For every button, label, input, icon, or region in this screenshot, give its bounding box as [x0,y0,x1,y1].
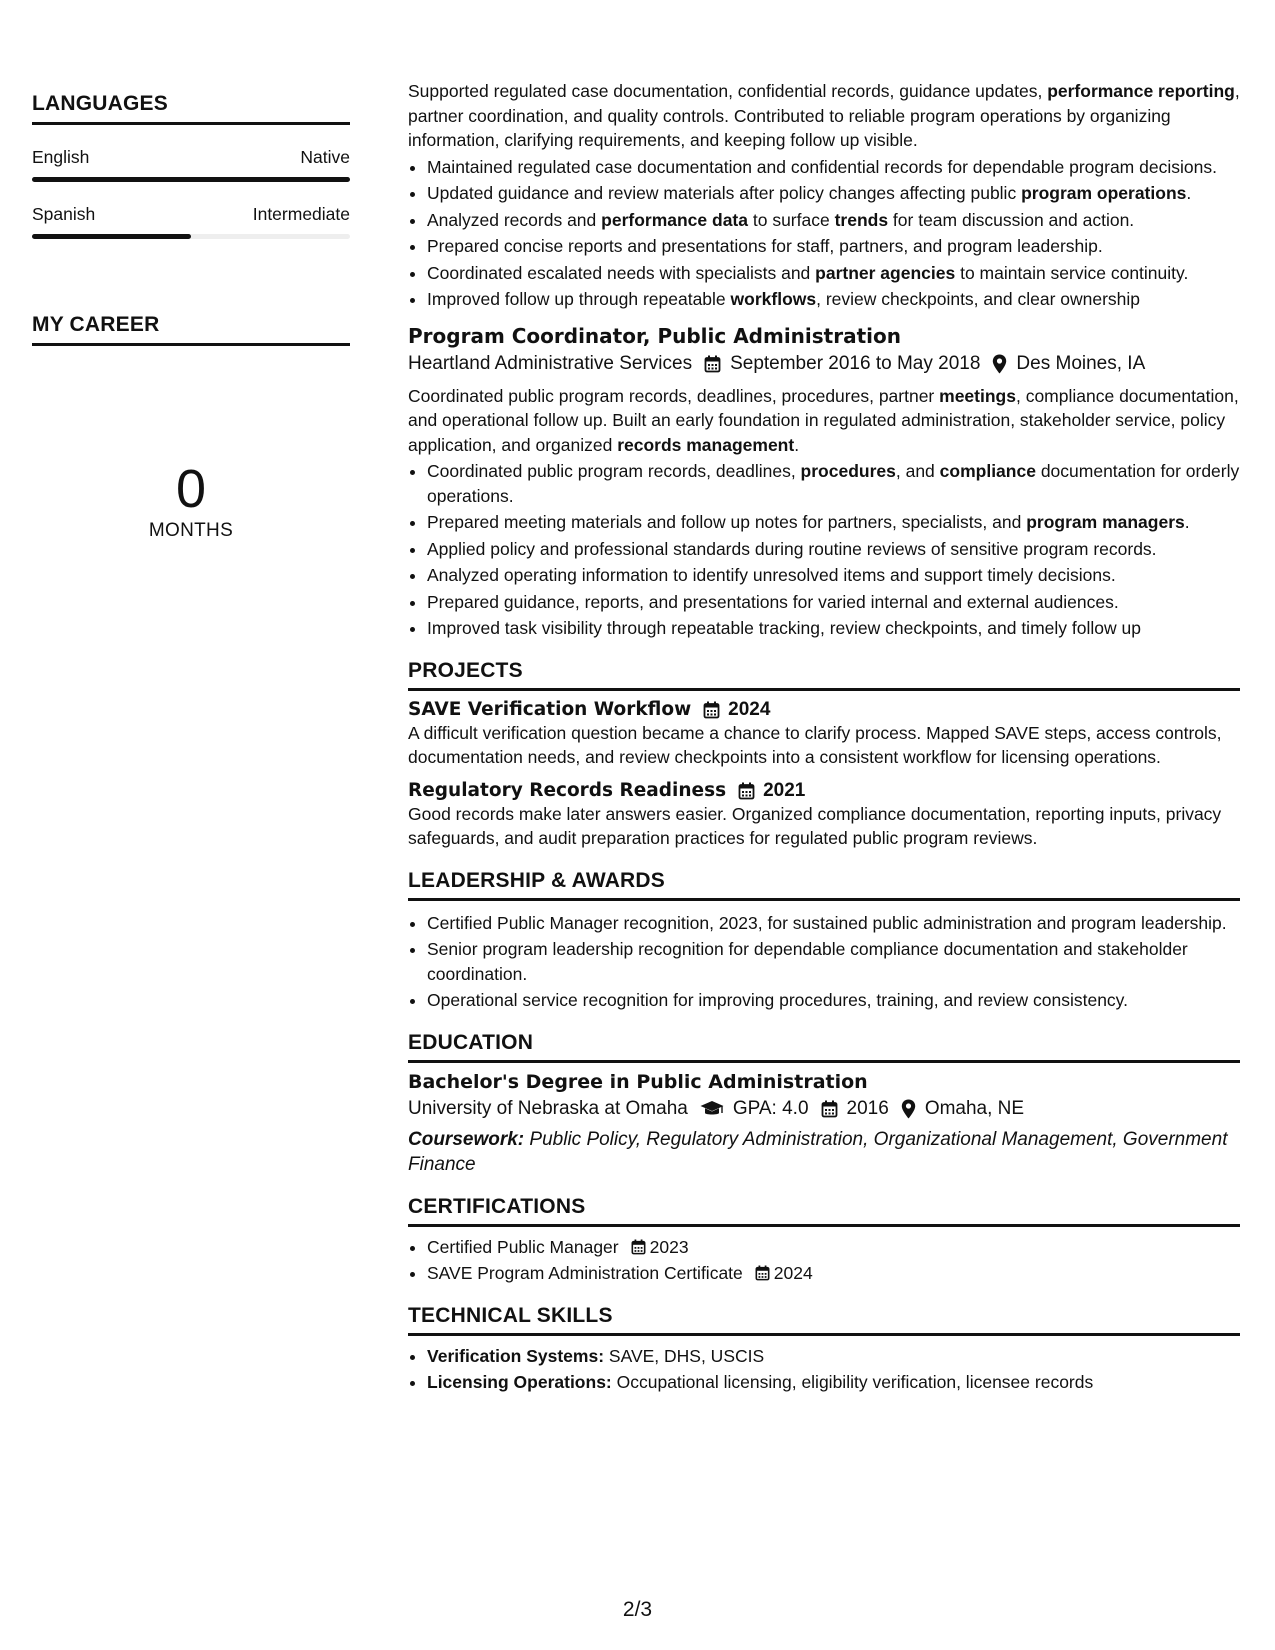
calendar-icon [821,1100,838,1118]
language-level: Intermediate [252,204,350,224]
text-segment: Coordinated escalated needs with specialists and [427,262,816,283]
certification-item [427,1235,1240,1260]
calendar-icon [704,355,721,373]
bullet-item [427,234,1240,259]
bold-keyword: partner agencies [815,262,956,283]
text-segment: Prepared concise reports and presentations for staff, partners, and program leadership. [427,236,1103,256]
skills-list [408,1344,1240,1395]
coursework-label: Coursework: [408,1128,525,1150]
certifications-heading: CERTIFICATIONS [408,1195,1240,1227]
location-pin-icon [992,354,1007,374]
text-segment: Improved task visibility through repeatable tracking, review checkpoints, and timely follow up [427,618,1141,638]
main-content [408,79,1240,1397]
location-pin-icon [901,1099,916,1119]
skill-label: Verification Systems: [427,1345,605,1366]
language-proficiency-fill [32,177,350,182]
language-level: Native [300,147,350,167]
awards-heading: LEADERSHIP & AWARDS [408,869,1240,901]
text-segment: Maintained regulated case documentation and confidential records for dependable program decisions. [427,156,1217,177]
language-name: Spanish [32,204,96,224]
skill-value: Occupational licensing, eligibility verification, licensee records [611,1372,1094,1392]
language-proficiency-bar [32,177,350,182]
certifications-list [408,1235,1240,1286]
career-heading: MY CAREER [32,313,350,346]
school-location: Omaha, NE [924,1097,1025,1119]
bold-keyword: workflows [730,289,817,309]
page-number: 2/3 [622,1598,653,1621]
projects-heading: PROJECTS [408,659,1240,691]
project-description: Good records make later answers easier. Organized compliance documentation, reporting inputs, privacy safeguards, and audit preparation practices for regulated public program reviews. [408,803,1222,848]
text-segment: , and [895,461,940,481]
bullet-item [427,459,1240,508]
bold-keyword: compliance [939,461,1036,481]
skill-label: Licensing Operations: [427,1372,612,1392]
project-year: 2021 [763,779,806,801]
coursework [408,1127,1240,1177]
text-segment: . [1186,183,1192,203]
language-proficiency-fill [32,234,191,239]
certification-year: 2023 [649,1236,689,1257]
language-item [32,204,350,239]
experience-entry [408,79,1240,312]
text-segment: , partner coordination, and quality controls. Contributed to reliable program operations by organizing information, clarifying requirements, and keeping follow up visible. [408,81,1240,150]
gpa: GPA: 4.0 [732,1097,809,1119]
text-segment: Coordinated public program records, deadlines, procedures, partner [408,385,940,406]
bullet-item [427,590,1240,615]
graduation-year: 2016 [846,1097,889,1119]
calendar-icon [738,782,755,800]
career-unit: MONTHS [148,520,234,541]
bold-keyword: meetings [939,385,1016,406]
text-segment: . [1184,512,1190,532]
calendar-icon [631,1239,646,1255]
sidebar [32,92,350,542]
text-segment: to maintain service continuity. [955,262,1189,283]
certification-item [427,1261,1240,1286]
text-segment: Supported regulated case documentation, confidential records, guidance updates, [408,81,1048,101]
skill-value: SAVE, DHS, USCIS [604,1345,765,1366]
project-item [408,699,1240,770]
text-segment: documentation for orderly operations. [427,461,1240,506]
bullet-item [427,537,1240,562]
company-name: Heartland Administrative Services [408,352,693,374]
job-meta [408,348,1240,380]
bold-keyword: performance data [601,209,748,230]
calendar-icon [703,701,720,719]
education-heading: EDUCATION [408,1031,1240,1063]
award-item: • Certified Public Manager recognition, 2023, for sustained public administration and program leadership. [427,911,1240,936]
text-segment: . [794,434,800,455]
text-segment: Prepared guidance, reports, and presentations for varied internal and external audiences. [427,591,1119,612]
text-segment: Updated guidance and review materials after policy changes affecting public [427,183,1022,203]
project-title: Regulatory Records Readiness [408,780,727,801]
bold-keyword: trends [834,209,889,230]
school-name: University of Nebraska at Omaha [408,1097,688,1119]
certification-name: • Certified Public Manager [427,1236,619,1257]
bullet-item [427,287,1240,312]
job-title: Program Coordinator, Public Administration [408,323,901,348]
bullet-item [427,261,1240,286]
experience-entry [408,324,1240,641]
text-segment: , review checkpoints, and clear ownership [816,289,1141,309]
certification-name: • SAVE Program Administration Certificate [427,1263,743,1283]
bullet-item [427,510,1240,535]
bullet-item [427,181,1240,206]
language-item [32,147,350,182]
certification-year: 2024 [773,1263,813,1283]
project-description: A difficult verification question became a chance to clarify process. Mapped SAVE steps, access controls, documentation needs, and review checkpoints into a consistent workflow for licensing operations. [408,722,1222,767]
text-segment: for team discussion and action. [888,209,1135,230]
project-title: SAVE Verification Workflow [408,699,692,720]
bold-keyword: records management [617,434,795,455]
bold-keyword: procedures [800,461,896,481]
bullet-item [427,155,1240,180]
text-segment: Improved follow up through repeatable [427,289,731,309]
bold-keyword: program operations [1021,183,1187,203]
experience-summary [408,384,1240,458]
language-name: English [32,147,90,167]
text-segment: , compliance documentation, and operational follow up. Built an early foundation in regulated administration, stakeholder service, policy application, and organized [408,385,1239,455]
award-item: • Operational service recognition for improving procedures, training, and review consistency. [427,988,1240,1013]
languages-heading: LANGUAGES [32,92,350,125]
experience-bullets [408,155,1240,312]
bullet-item [427,208,1240,233]
text-segment: Prepared meeting materials and follow up notes for partners, specialists, and [427,512,1027,532]
skills-heading: TECHNICAL SKILLS [408,1304,1240,1336]
career-value: 0 [175,459,207,519]
project-item [408,780,1240,851]
degree-title: Bachelor's Degree in Public Administration [408,1070,868,1093]
text-segment: Analyzed operating information to identify unresolved items and support timely decisions. [427,565,1116,585]
graduation-cap-icon [700,1100,724,1118]
experience-summary [408,79,1240,153]
job-location: Des Moines, IA [1016,352,1146,374]
text-segment: Coordinated public program records, deadlines, [427,461,801,481]
skill-item [427,1344,1240,1369]
award-item: • Senior program leadership recognition for dependable compliance documentation and stakeholder coordination. [427,937,1240,986]
language-proficiency-bar [32,234,350,239]
skill-item [427,1370,1240,1395]
coursework-list: Public Policy, Regulatory Administration, Organizational Management, Government Finance [408,1128,1228,1175]
awards-list [408,911,1240,1013]
bold-keyword: performance reporting [1047,81,1235,101]
career-summary [32,459,350,542]
bullet-item [427,616,1240,641]
text-segment: Applied policy and professional standards during routine reviews of sensitive program records. [427,538,1157,559]
text-segment: Analyzed records and [427,209,602,230]
job-dates: September 2016 to May 2018 [730,352,981,374]
project-year: 2024 [728,698,771,720]
text-segment: to surface [748,209,835,230]
calendar-icon [755,1265,770,1281]
experience-bullets [408,459,1240,641]
bold-keyword: program managers [1026,512,1185,532]
education-meta [408,1093,1240,1125]
bullet-item [427,563,1240,588]
